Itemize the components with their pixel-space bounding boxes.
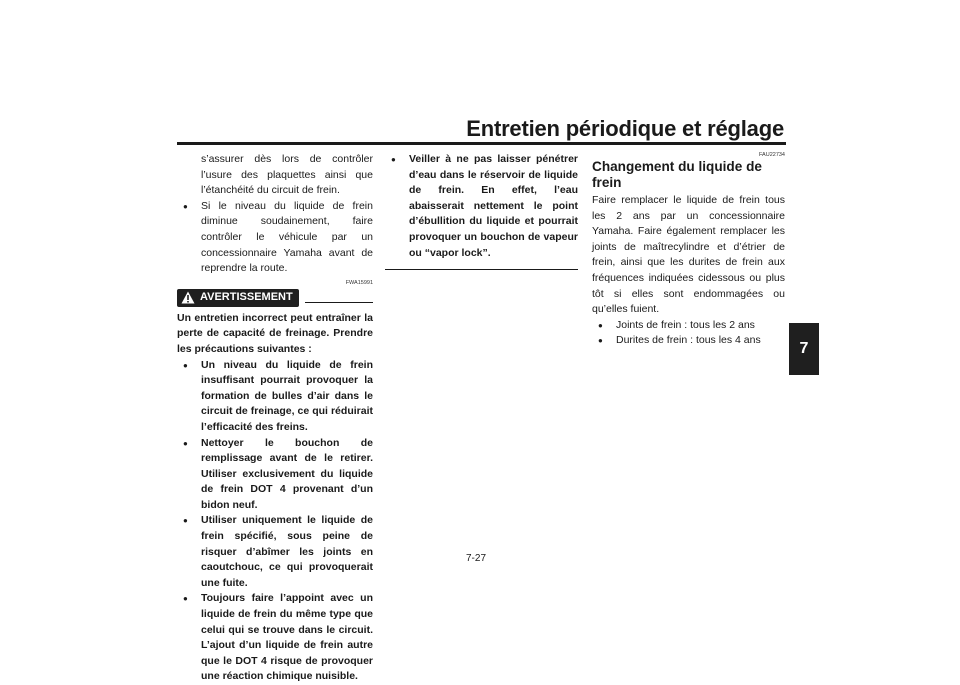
warning-badge [177, 289, 299, 307]
page-number: 7-27 [466, 553, 487, 564]
warning-rule [305, 302, 373, 303]
column-right [592, 152, 785, 349]
chapter-tab: 7 [789, 323, 819, 375]
continued-paragraph: s’assurer dès lors de contrôler l’usure des plaquettes ainsi que l’étanchéité du circuit de frein. [201, 153, 373, 197]
warning-end-rule [385, 269, 578, 270]
header-rule [177, 142, 786, 145]
list-item: ● Durites de frein : tous les 4 ans [592, 333, 785, 349]
column-left [177, 152, 373, 685]
warning-intro: Un entretien incorrect peut entraîner la perte de capacité de freinage. Prendre les précautions suivantes : [177, 311, 373, 355]
warning-item: ● Nettoyer le bouchon de remplissage avant de le retirer. Utiliser exclusivement du liquide de frein DOT 4 provenant d’un bidon neuf. [177, 436, 373, 514]
warning-item: ● Utiliser uniquement le liquide de frein spécifié, sous peine de risquer d’abîmer les joints en caoutchouc, ce qui provoquerait une fuite. [177, 513, 373, 591]
bullet-item: ● Si le niveau du liquide de frein diminue soudainement, faire contrôler le véhicule par un concessionnaire Yamaha avant de reprendre la route. [177, 199, 373, 277]
page-title: Entretien périodique et réglage [466, 116, 784, 141]
column-middle [385, 152, 578, 270]
list-item: ● Joints de frein : tous les 2 ans [592, 318, 785, 334]
warning-item: ● Toujours faire l’appoint avec un liquide de frein du même type que celui qui se trouve dans le circuit. L’ajout d’un liquide de frein autre que le DOT 4 risque de provoquer une réaction chimique nuisible. [177, 591, 373, 685]
warning-code: FWA15991 [345, 279, 373, 286]
section-code: FAU22734 [759, 152, 785, 158]
warning-item: ● Veiller à ne pas laisser pénétrer d’eau dans le réservoir de liquide de frein. En effet, l’eau abaisserait nettement le point d’ébullition du liquide et pourrait provoquer un bouchon de vapeur ou “vapor lock”. [385, 152, 578, 261]
warning-label: AVERTISSEMENT [200, 290, 293, 303]
warning-header [177, 289, 373, 307]
warning-triangle-icon [181, 291, 195, 304]
warning-item: ● Un niveau du liquide de frein insuffisant pourrait provoquer la formation de bulles d’air dans le circuit de freinage, ce qui réduirait l’efficacité des freins. [177, 358, 373, 436]
section-body: Faire remplacer le liquide de frein tous les 2 ans par un concessionnaire Yamaha. Faire également remplacer les joints de maîtrecylindre et d’étrier de frein, ainsi que les durites de frein aux fréquences indiquées cidessous ou plus tôt si elles sont endommagées ou qu’elles fuient. [592, 194, 785, 316]
section-heading: Changement du liquide de frein [592, 159, 762, 190]
